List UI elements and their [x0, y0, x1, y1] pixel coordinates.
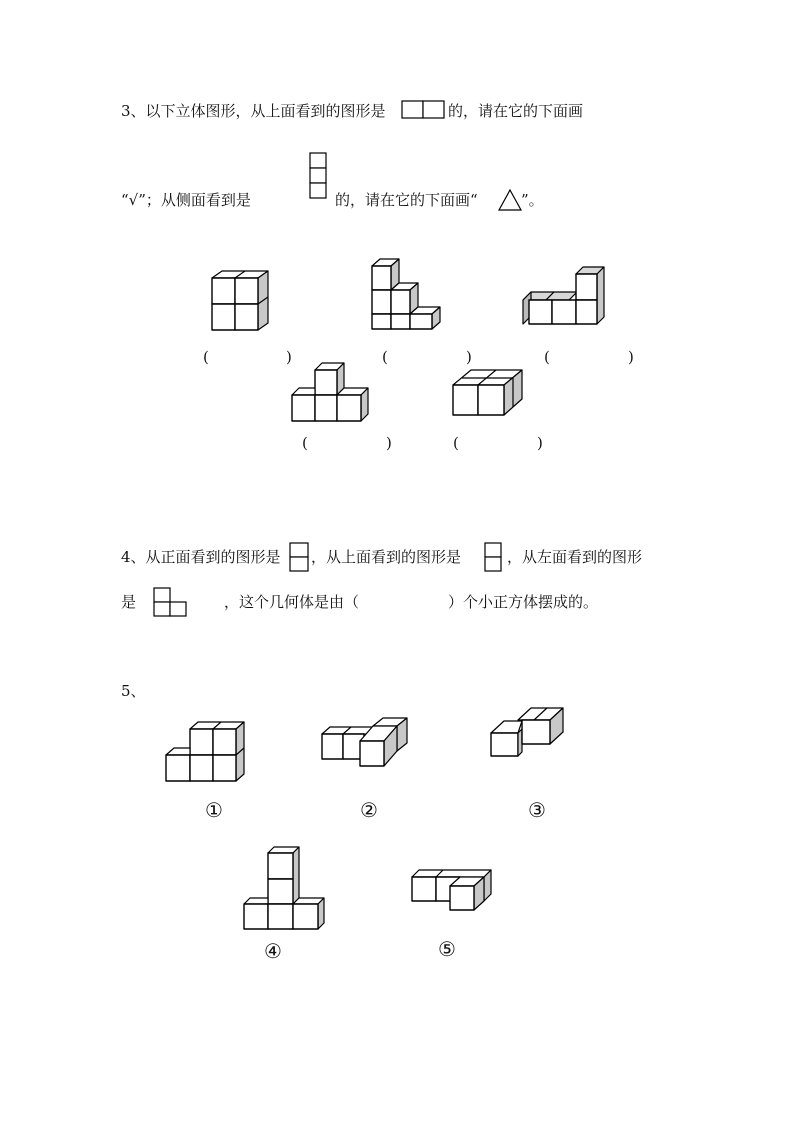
q3-answer-blank-4[interactable]: ( )	[302, 434, 392, 452]
q3-figure-5-cubes	[449, 366, 529, 426]
q4-line2-end: ）个小正方体摆成的。	[448, 593, 599, 611]
q3-line2-middle: 的，请在它的下面画“	[335, 191, 478, 209]
q3-figure-2-cubes	[368, 256, 448, 336]
q3-line1-start: 3、以下立体图形，从上面看到的图形是	[121, 102, 386, 120]
q3-line1-end: 的，请在它的下面画	[448, 102, 584, 120]
q3-answer-blank-3[interactable]: ( )	[544, 348, 634, 366]
front-view-two-stacked-icon	[289, 542, 311, 574]
q3-answer-blank-5[interactable]: ( )	[453, 434, 543, 452]
q5-figure-4-cubes	[240, 843, 330, 933]
q5-number-3: ③	[528, 798, 546, 822]
top-view-two-squares-icon	[401, 100, 447, 120]
side-view-three-stacked-squares-icon	[309, 152, 329, 200]
q4-line1-end: ，从左面看到的图形	[507, 548, 643, 566]
q5-number-5: ⑤	[438, 937, 456, 961]
q5-number-2: ②	[360, 798, 378, 822]
q3-figure-3-cubes	[519, 264, 619, 334]
q5-number-1: ①	[205, 798, 223, 822]
q5-figure-5-cubes	[408, 866, 498, 916]
q3-figure-1-cubes	[205, 268, 275, 338]
q3-line2-end: ”。	[521, 191, 544, 209]
q4-answer-blank[interactable]	[372, 592, 442, 612]
q3-answer-blank-1[interactable]: ( )	[203, 348, 292, 366]
q5-number-4: ④	[264, 939, 282, 963]
q3-answer-blank-2[interactable]: ( )	[382, 348, 472, 366]
triangle-icon	[498, 189, 522, 211]
q3-line2-start: “√”；从侧面看到是	[121, 191, 251, 209]
q4-line1-middle: ，从上面看到的图形是	[311, 548, 462, 566]
left-view-l-shape-icon	[153, 587, 189, 619]
q5-figure-3-cubes	[488, 705, 578, 765]
q4-line2-middle: ，这个几何体是由（	[224, 593, 360, 611]
q4-line2-start: 是	[121, 593, 137, 611]
q5-figure-1-cubes	[162, 720, 252, 790]
q4-line1-start: 4、从正面看到的图形是	[121, 548, 281, 566]
q3-figure-4-cubes	[288, 360, 378, 430]
q5-figure-2-cubes	[318, 714, 418, 774]
q5-label: 5、	[121, 682, 146, 700]
top-view-two-stacked-icon	[484, 542, 504, 574]
